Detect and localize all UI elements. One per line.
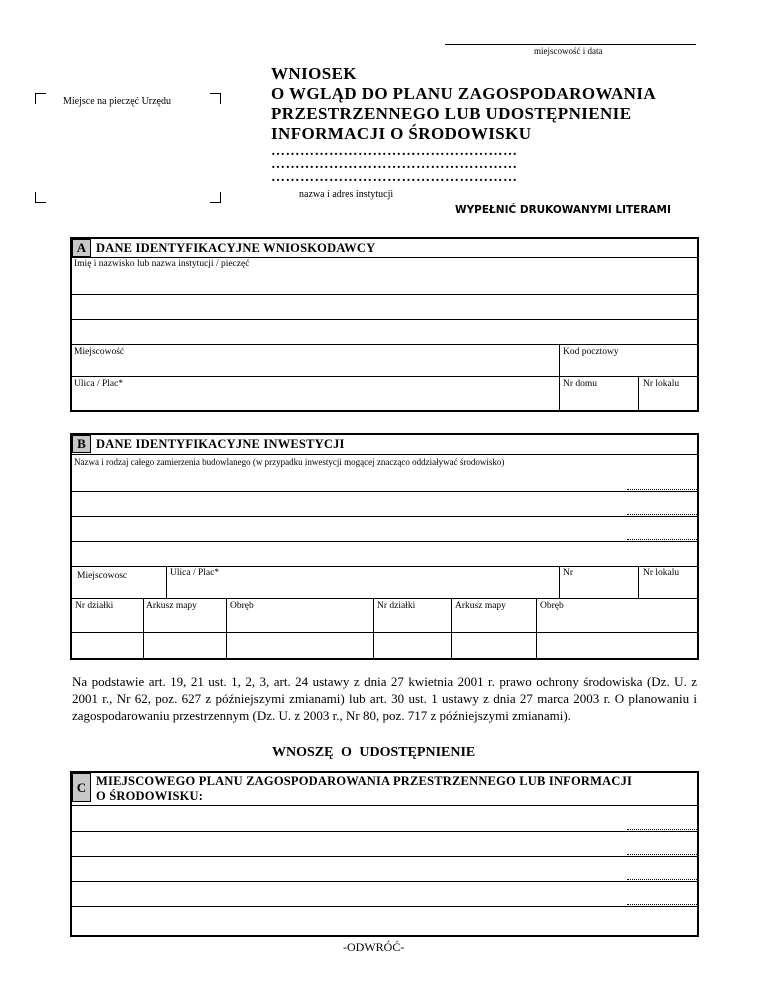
- applicant-house-label: Nr domu: [563, 379, 598, 389]
- title-line-1: WNIOSEK: [271, 64, 357, 83]
- precinct-label-2: Obręb: [540, 601, 564, 611]
- investment-town-label: Miejscowosc: [77, 571, 128, 581]
- applicant-street-label: Ulica / Plac*: [74, 379, 124, 389]
- place-date-label: miejscowość i data: [534, 46, 603, 56]
- place-date-line[interactable]: [445, 44, 696, 45]
- title-line-4: INFORMACJI O ŚRODOWISKU: [271, 124, 532, 143]
- section-b-badge: B: [72, 435, 91, 453]
- applicant-postal-label: Kod pocztowy: [563, 347, 619, 357]
- section-b-title: DANE IDENTYFIKACYJNE INWESTYCJI: [96, 437, 345, 451]
- fill-instruction: WYPEŁNIĆ DRUKOWANYMI LITERAMI: [455, 204, 671, 216]
- investment-flat-label: Nr lokalu: [643, 568, 680, 578]
- turn-over-note: -ODWRÓĆ-: [343, 940, 405, 954]
- form-title: [271, 64, 711, 144]
- plot-label-2: Nr działki: [377, 601, 416, 611]
- applicant-name-label: Imię i nazwisko lub nazwa instytucji / pieczęć: [74, 259, 250, 269]
- section-c-title-line-2: O ŚRODOWISKU:: [96, 789, 204, 803]
- stamp-label: Miejsce na pieczęć Urzędu: [63, 96, 171, 107]
- request-heading: WNOSZĘ O UDOSTĘPNIENIE: [272, 745, 476, 760]
- applicant-town-label: Miejscowość: [74, 347, 125, 357]
- institution-dots[interactable]: …………………………………………… …………………………………………… ……………………………………………: [271, 144, 518, 185]
- title-line-3: PRZESTRZENNEGO LUB UDOSTĘPNIENIE: [271, 104, 632, 123]
- section-c-field[interactable]: [72, 805, 697, 935]
- title-line-2: O WGLĄD DO PLANU ZAGOSPODAROWANIA: [271, 84, 657, 103]
- sheet-label-2: Arkusz mapy: [455, 601, 506, 611]
- section-a-title: DANE IDENTYFIKACYJNE WNIOSKODAWCY: [96, 241, 376, 255]
- project-label: Nazwa i rodzaj całego zamierzenia budowlanego (w przypadku inwestycji mogącej znacząco oddziaływać środowisko): [74, 457, 505, 467]
- plot-label-1: Nr działki: [75, 601, 114, 611]
- section-a-badge: A: [72, 239, 91, 257]
- applicant-flat-label: Nr lokalu: [643, 379, 680, 389]
- sheet-label-1: Arkusz mapy: [146, 601, 197, 611]
- section-c-title-line-1: MIEJSCOWEGO PLANU ZAGOSPODAROWANIA PRZESTRZENNEGO LUB INFORMACJI: [96, 774, 633, 788]
- project-field[interactable]: [72, 468, 697, 566]
- institution-label: nazwa i adres instytucji: [299, 189, 394, 200]
- precinct-label-1: Obręb: [230, 601, 254, 611]
- applicant-name-field[interactable]: [72, 270, 697, 344]
- legal-basis-text: Na podstawie art. 19, 21 ust. 1, 2, 3, art. 24 ustawy z dnia 27 kwietnia 2001 r. prawo ochrony środowiska (Dz. U. z 2001 r., Nr 62, poz. 627 z późniejszymi zmianami) lub art. 30 ust. 1 ustawy z dnia 27 marca 2003 r. O planowaniu i zagospodarowaniu przestrzennym (Dz. U. z 2003 r., Nr 80, poz. 717 z późniejszymi zmianami).: [72, 674, 697, 723]
- section-c-badge: C: [72, 773, 91, 802]
- investment-street-label: Ulica / Plac*: [170, 568, 220, 578]
- investment-nr-label: Nr: [563, 568, 574, 578]
